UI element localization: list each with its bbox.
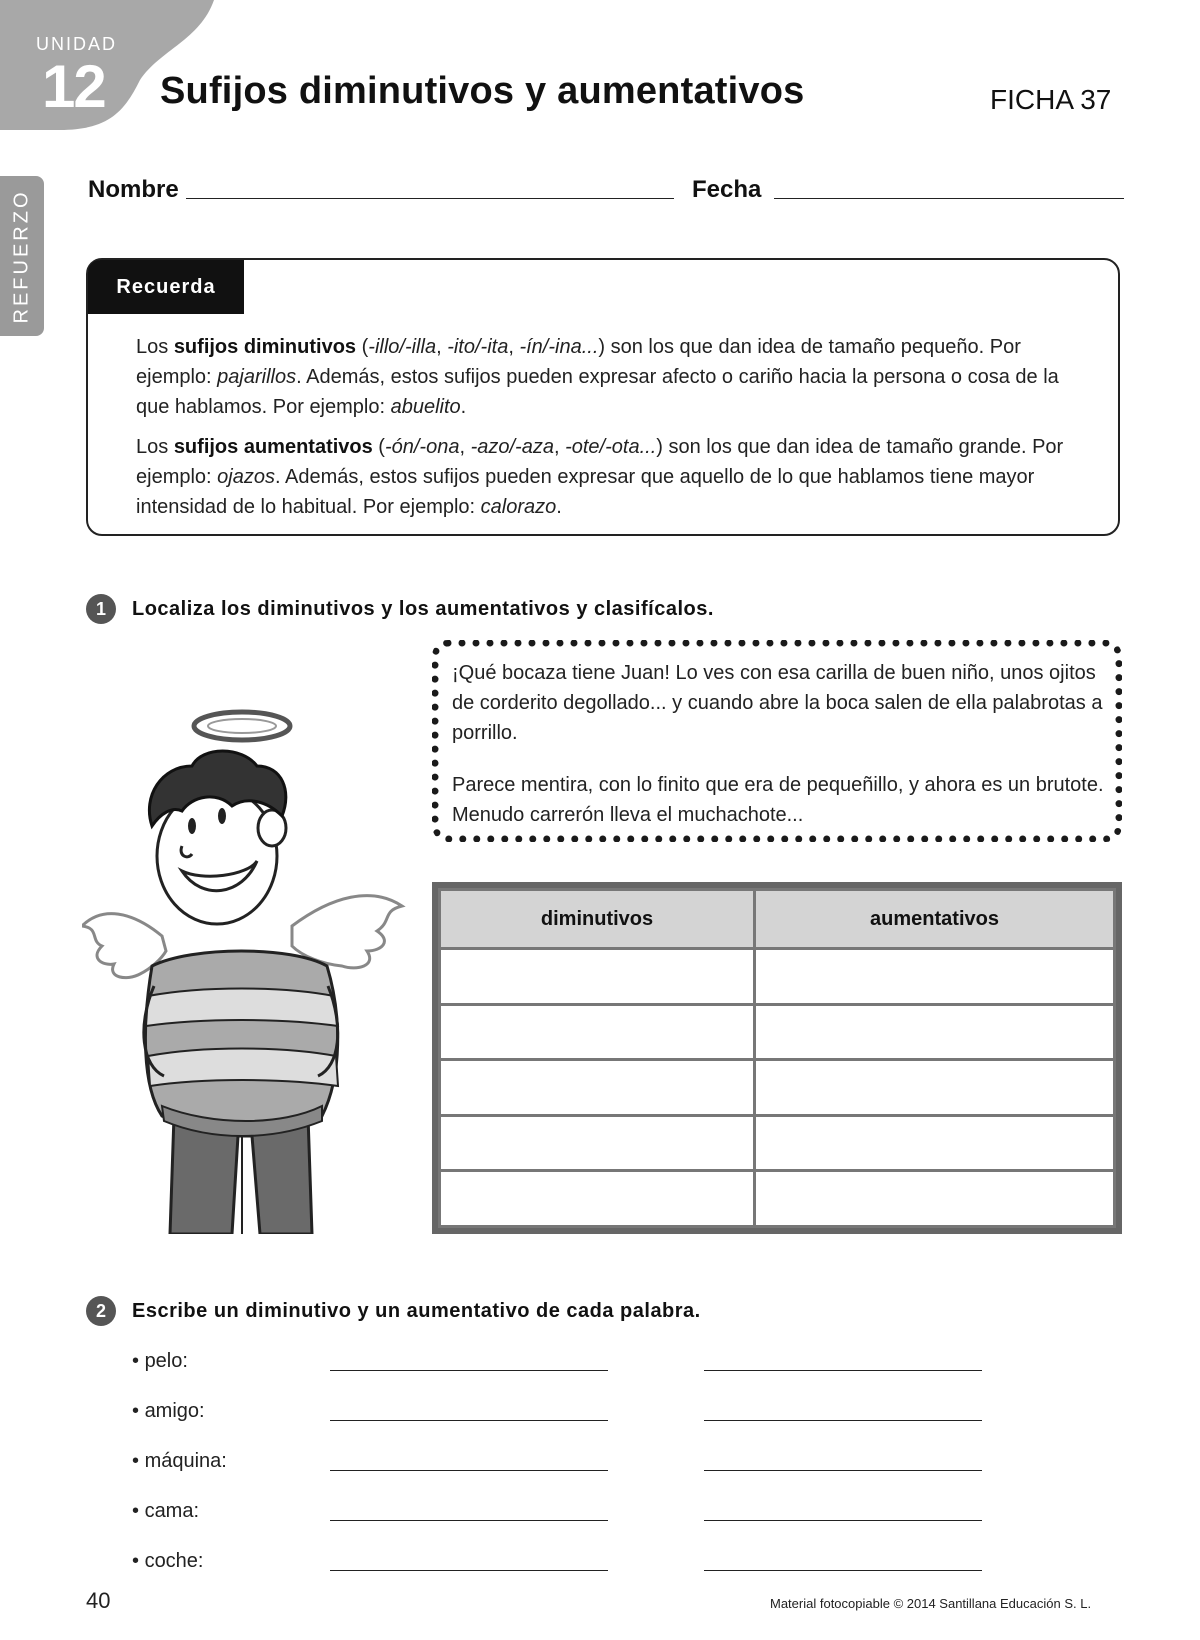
word-item: • máquina:	[132, 1450, 227, 1472]
answer-cell[interactable]	[440, 1115, 755, 1171]
sheet-number: FICHA 37	[990, 84, 1112, 115]
text: Los	[136, 336, 174, 358]
unit-number: 12	[42, 53, 105, 120]
suffix: -ón/-ona	[384, 436, 460, 458]
side-tab-label: REFUERZO	[10, 189, 33, 323]
augmentative-answer-line[interactable]	[704, 1470, 982, 1471]
recuerda-paragraph-diminutivos	[136, 332, 1096, 422]
table-row	[440, 1004, 1115, 1060]
answer-cell[interactable]	[755, 1004, 1115, 1060]
text: .	[460, 396, 467, 418]
example: calorazo	[480, 496, 557, 518]
suffix: -ito/-ita	[447, 336, 509, 358]
date-label: Fecha	[692, 176, 762, 203]
text: .	[556, 496, 562, 518]
answer-cell[interactable]	[440, 1004, 755, 1060]
table-row	[440, 1060, 1115, 1116]
diminutive-answer-line[interactable]	[330, 1570, 608, 1571]
answer-cell[interactable]	[755, 1060, 1115, 1116]
suffix: -ín/-ina...	[519, 336, 599, 358]
answer-cell[interactable]	[440, 1060, 755, 1116]
side-tab-label-wrap	[0, 176, 44, 336]
answer-cell[interactable]	[440, 1171, 755, 1227]
word-item: • pelo:	[132, 1350, 188, 1372]
unit-label: UNIDAD	[36, 34, 118, 54]
word-label: cama:	[144, 1500, 200, 1522]
recuerda-paragraph-aumentativos	[136, 432, 1096, 522]
answer-cell[interactable]	[755, 1115, 1115, 1171]
text: . Además, estos sufijos pueden expresar afecto o cariño hacia la persona o cosa de la que hablamos. Por ejemplo:	[136, 366, 1059, 418]
term-aumentativos: sufijos aumentativos	[173, 436, 373, 458]
text: ,	[553, 436, 566, 458]
example: abuelito	[390, 396, 461, 418]
augmentative-answer-line[interactable]	[704, 1570, 982, 1571]
text: Los	[136, 436, 174, 458]
recuerda-tag: Recuerda	[88, 260, 244, 314]
angel-boy-illustration	[82, 696, 414, 1234]
diminutive-answer-line[interactable]	[330, 1470, 608, 1471]
story-paragraph-1: ¡Qué bocaza tiene Juan! Lo ves con esa carilla de buen niño, unos ojitos de corderito degollado... y cuando abre la boca salen de ella palabrotas a porrillo.	[452, 662, 1103, 744]
date-field[interactable]	[774, 198, 1124, 199]
word-item: • amigo:	[132, 1400, 205, 1422]
term-diminutivos: sufijos diminutivos	[173, 336, 357, 358]
exercise-2-instruction: Escribe un diminutivo y un aumentativo de cada palabra.	[132, 1300, 701, 1322]
example: ojazos	[217, 466, 275, 488]
diminutive-answer-line[interactable]	[330, 1520, 608, 1521]
table-row	[440, 949, 1115, 1005]
diminutive-answer-line[interactable]	[330, 1370, 608, 1371]
augmentative-answer-line[interactable]	[704, 1520, 982, 1521]
column-header-diminutivos: diminutivos	[440, 890, 755, 949]
suffix: -illo/-illa	[368, 336, 437, 358]
word-label: máquina:	[144, 1450, 227, 1472]
exercise-2-number: 2	[86, 1296, 116, 1326]
name-field[interactable]	[186, 198, 674, 199]
answer-cell[interactable]	[755, 1171, 1115, 1227]
text: (	[356, 336, 369, 358]
text: (	[372, 436, 385, 458]
answer-cell[interactable]	[755, 949, 1115, 1005]
copyright-notice: Material fotocopiable © 2014 Santillana Educación S. L.	[770, 1596, 1092, 1611]
suffix: -ote/-ota...	[565, 436, 657, 458]
text: ) son los que dan idea de tamaño grande. Por ejemplo:	[136, 436, 1064, 488]
page-number: 40	[86, 1588, 111, 1613]
word-item: • coche:	[132, 1550, 204, 1572]
page-title: Sufijos diminutivos y aumentativos	[160, 70, 805, 112]
text: ) son los que dan idea de tamaño pequeño. Por ejemplo:	[136, 336, 1021, 388]
augmentative-answer-line[interactable]	[704, 1420, 982, 1421]
word-label: amigo:	[144, 1400, 205, 1422]
text: ,	[436, 336, 448, 358]
text: . Además, estos sufijos pueden expresar que aquello de lo que hablamos tiene mayor intensidad de lo habitual. Por ejemplo:	[136, 466, 1035, 518]
text: ,	[459, 436, 471, 458]
table-row	[440, 1171, 1115, 1227]
name-label: Nombre	[88, 176, 179, 203]
example: pajarillos	[217, 366, 297, 388]
diminutive-answer-line[interactable]	[330, 1420, 608, 1421]
word-item: • cama:	[132, 1500, 200, 1522]
unit-tab	[0, 0, 220, 135]
word-label: pelo:	[144, 1350, 188, 1372]
story-paragraph-2: Parece mentira, con lo finito que era de pequeñillo, y ahora es un brutote. Menudo carrerón lleva el muchachote...	[452, 774, 1104, 826]
augmentative-answer-line[interactable]	[704, 1370, 982, 1371]
text: ,	[508, 336, 520, 358]
suffix: -azo/-aza	[470, 436, 554, 458]
table-row	[440, 1115, 1115, 1171]
exercise-1-number: 1	[86, 594, 116, 624]
answer-cell[interactable]	[440, 949, 755, 1005]
classification-table	[432, 882, 1122, 1234]
exercise-1-instruction: Localiza los diminutivos y los aumentativos y clasifícalos.	[132, 598, 714, 620]
word-label: coche:	[144, 1550, 204, 1572]
column-header-aumentativos: aumentativos	[755, 890, 1115, 949]
